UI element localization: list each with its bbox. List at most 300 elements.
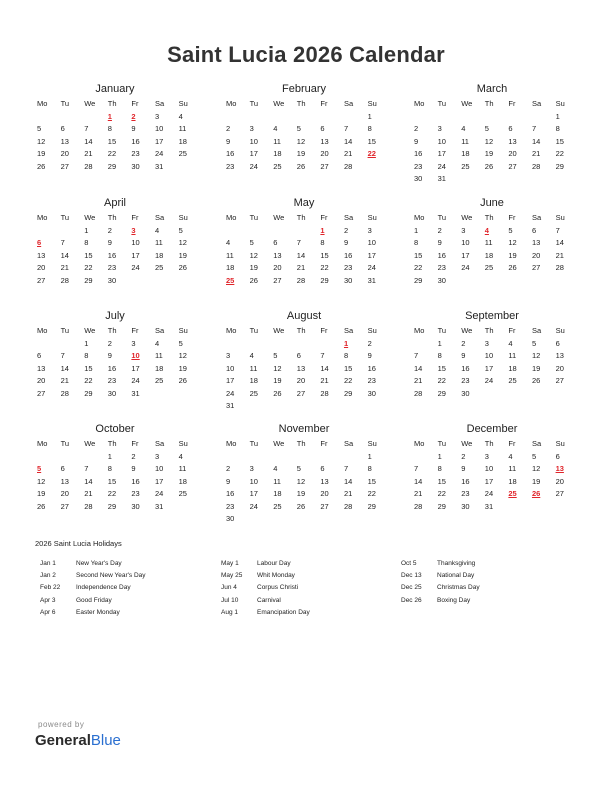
day-cell: 3 bbox=[131, 338, 136, 348]
day-cell: 11 bbox=[154, 351, 163, 360]
day-cell: 6 bbox=[320, 464, 325, 473]
empty-cell bbox=[82, 451, 106, 464]
holiday-day-cell: 1 bbox=[343, 338, 349, 348]
month-grid bbox=[35, 98, 195, 173]
weekday-header: Su bbox=[178, 213, 188, 222]
day-cell: 23 bbox=[107, 376, 117, 385]
day-cell: 2 bbox=[461, 338, 466, 348]
day-cell: 16 bbox=[414, 149, 423, 158]
day-cell: 30 bbox=[343, 275, 353, 285]
day-cell: 13 bbox=[320, 136, 329, 146]
day-cell: 9 bbox=[226, 476, 231, 486]
weekday-header: Th bbox=[484, 326, 494, 335]
day-cell: 1 bbox=[84, 338, 89, 348]
day-cell: 14 bbox=[60, 363, 69, 373]
weekday-header: Mo bbox=[414, 439, 425, 448]
day-cell: 7 bbox=[60, 238, 65, 247]
day-cell: 24 bbox=[461, 263, 470, 272]
day-cell: 13 bbox=[273, 250, 282, 260]
day-cell: 8 bbox=[367, 464, 372, 473]
holiday-day-cell: 5 bbox=[37, 464, 42, 473]
day-cell: 12 bbox=[296, 476, 306, 486]
weekday-header: Tu bbox=[437, 326, 447, 335]
day-cell: 23 bbox=[131, 489, 140, 498]
day-cell: 7 bbox=[84, 124, 89, 133]
empty-cell bbox=[248, 338, 272, 351]
day-cell: 5 bbox=[37, 124, 42, 133]
day-cell: 11 bbox=[178, 464, 187, 473]
day-cell: 2 bbox=[461, 451, 466, 461]
day-cell: 27 bbox=[320, 161, 329, 171]
weekday-header: Sa bbox=[343, 99, 354, 108]
empty-cell bbox=[35, 225, 59, 238]
day-cell: 18 bbox=[154, 250, 164, 260]
weekday-header: Fr bbox=[320, 439, 328, 448]
day-cell: 30 bbox=[131, 161, 140, 171]
day-cell: 24 bbox=[131, 263, 140, 272]
holiday-name: Second New Year's Day bbox=[76, 572, 146, 580]
day-cell: 8 bbox=[320, 238, 325, 247]
powered-by-text: powered by bbox=[38, 720, 85, 729]
day-cell: 21 bbox=[320, 376, 329, 385]
month-name: April bbox=[103, 197, 126, 209]
holiday-name: Labour Day bbox=[257, 560, 291, 567]
day-cell: 25 bbox=[508, 376, 517, 385]
weekday-header: Tu bbox=[437, 439, 447, 448]
day-cell: 20 bbox=[273, 263, 282, 272]
day-cell: 14 bbox=[343, 476, 353, 486]
weekday-header: Tu bbox=[437, 99, 447, 108]
day-cell: 4 bbox=[273, 124, 278, 133]
day-cell: 27 bbox=[555, 489, 564, 498]
holiday-row bbox=[401, 582, 480, 594]
day-cell: 24 bbox=[367, 263, 376, 272]
day-cell: 31 bbox=[226, 401, 235, 410]
day-cell: 15 bbox=[107, 476, 117, 486]
empty-cell bbox=[295, 451, 319, 464]
day-cell: 2 bbox=[107, 225, 112, 235]
day-cell: 26 bbox=[178, 376, 187, 385]
weekday-header: Su bbox=[555, 326, 565, 335]
day-cell: 12 bbox=[249, 250, 258, 260]
day-cell: 16 bbox=[461, 476, 470, 486]
day-cell: 26 bbox=[249, 275, 258, 285]
month-name: August bbox=[286, 310, 322, 322]
day-cell: 29 bbox=[84, 275, 93, 285]
holiday-name: Emancipation Day bbox=[257, 608, 310, 616]
empty-cell bbox=[506, 111, 530, 124]
day-cell: 9 bbox=[461, 351, 466, 360]
day-cell: 12 bbox=[296, 136, 306, 146]
day-cell: 13 bbox=[320, 476, 329, 486]
holiday-name: New Year's Day bbox=[76, 560, 122, 567]
weekday-header: Sa bbox=[531, 439, 542, 448]
day-cell: 4 bbox=[226, 238, 231, 247]
weekday-header: Su bbox=[367, 99, 377, 108]
day-cell: 14 bbox=[555, 238, 564, 247]
day-cell: 30 bbox=[414, 174, 423, 183]
month-july bbox=[35, 309, 195, 400]
holiday-day-cell: 13 bbox=[555, 464, 564, 473]
day-cell: 13 bbox=[37, 363, 46, 373]
weekday-header: We bbox=[84, 326, 96, 335]
weekday-header: We bbox=[461, 326, 473, 335]
day-cell: 24 bbox=[226, 388, 235, 398]
day-cell: 6 bbox=[60, 464, 65, 473]
month-october bbox=[35, 422, 195, 513]
weekday-header: Su bbox=[555, 213, 565, 222]
day-cell: 22 bbox=[107, 149, 117, 158]
day-cell: 10 bbox=[461, 238, 470, 247]
day-cell: 4 bbox=[154, 338, 160, 348]
day-cell: 27 bbox=[37, 388, 46, 398]
day-cell: 25 bbox=[249, 388, 258, 398]
day-cell: 17 bbox=[249, 489, 258, 498]
brand-general: General bbox=[35, 732, 91, 749]
day-cell: 2 bbox=[414, 124, 419, 133]
day-cell: 20 bbox=[508, 149, 517, 158]
day-cell: 15 bbox=[84, 363, 93, 373]
day-cell: 3 bbox=[249, 124, 254, 133]
day-cell: 28 bbox=[343, 501, 353, 511]
day-cell: 19 bbox=[249, 263, 258, 272]
weekday-header: We bbox=[273, 213, 285, 222]
empty-cell bbox=[271, 225, 295, 238]
weekday-header: Su bbox=[178, 99, 188, 108]
day-cell: 7 bbox=[343, 464, 349, 473]
weekday-header: Fr bbox=[320, 99, 328, 108]
weekday-header: Th bbox=[484, 213, 494, 222]
generalblue-logo[interactable] bbox=[35, 732, 121, 749]
day-cell: 9 bbox=[461, 464, 466, 473]
day-cell: 12 bbox=[508, 238, 517, 247]
day-cell: 6 bbox=[60, 124, 65, 133]
weekday-header: Su bbox=[178, 326, 188, 335]
weekday-header: Su bbox=[555, 99, 565, 108]
day-cell: 21 bbox=[531, 149, 541, 158]
day-cell: 17 bbox=[437, 149, 446, 158]
holiday-date: Jun 4 bbox=[221, 584, 237, 592]
day-cell: 2 bbox=[226, 124, 231, 133]
weekday-header: Th bbox=[296, 326, 306, 335]
day-cell: 27 bbox=[60, 501, 69, 511]
day-cell: 25 bbox=[178, 489, 187, 498]
day-cell: 17 bbox=[154, 476, 164, 486]
month-grid bbox=[412, 98, 572, 186]
day-cell: 20 bbox=[296, 376, 306, 385]
weekday-header: We bbox=[84, 99, 96, 108]
day-cell: 7 bbox=[531, 124, 537, 133]
month-grid bbox=[224, 212, 384, 287]
weekday-header: Tu bbox=[437, 213, 447, 222]
day-cell: 24 bbox=[249, 161, 258, 171]
weekday-header: Mo bbox=[37, 439, 48, 448]
day-cell: 7 bbox=[60, 351, 65, 360]
day-cell: 10 bbox=[131, 238, 140, 247]
weekday-header: Sa bbox=[154, 213, 165, 222]
day-cell: 15 bbox=[437, 363, 446, 373]
day-cell: 9 bbox=[131, 464, 136, 473]
day-cell: 28 bbox=[296, 275, 306, 285]
holiday-row bbox=[221, 595, 310, 607]
month-grid bbox=[35, 325, 195, 400]
holiday-day-cell: 3 bbox=[131, 225, 136, 235]
day-cell: 31 bbox=[154, 501, 164, 511]
day-cell: 4 bbox=[154, 225, 160, 235]
day-cell: 18 bbox=[249, 376, 258, 385]
day-cell: 10 bbox=[154, 124, 164, 133]
holiday-date: Dec 13 bbox=[401, 572, 422, 580]
brand-blue: Blue bbox=[90, 732, 121, 749]
day-cell: 5 bbox=[178, 338, 183, 348]
month-grid bbox=[412, 325, 572, 400]
day-cell: 29 bbox=[555, 161, 564, 171]
weekday-header: We bbox=[84, 213, 96, 222]
day-cell: 14 bbox=[84, 476, 93, 486]
day-cell: 25 bbox=[273, 161, 282, 171]
day-cell: 5 bbox=[484, 124, 489, 133]
day-cell: 3 bbox=[154, 451, 160, 461]
day-cell: 2 bbox=[343, 225, 349, 235]
holiday-date: Dec 26 bbox=[401, 596, 422, 604]
day-cell: 29 bbox=[437, 501, 446, 511]
empty-cell bbox=[35, 451, 59, 464]
weekday-header: Su bbox=[367, 439, 377, 448]
day-cell: 15 bbox=[343, 363, 353, 373]
weekday-header: We bbox=[84, 439, 96, 448]
day-cell: 12 bbox=[531, 351, 541, 360]
weekday-header: Fr bbox=[131, 213, 139, 222]
day-cell: 22 bbox=[437, 376, 446, 385]
day-cell: 15 bbox=[367, 476, 376, 486]
weekday-header: Fr bbox=[131, 99, 139, 108]
empty-cell bbox=[436, 111, 460, 124]
empty-cell bbox=[459, 111, 483, 124]
day-cell: 6 bbox=[320, 124, 325, 133]
day-cell: 17 bbox=[484, 476, 494, 486]
holiday-name: Good Friday bbox=[76, 596, 112, 604]
holiday-date: Jul 10 bbox=[221, 596, 239, 604]
weekday-header: Sa bbox=[154, 439, 165, 448]
day-cell: 18 bbox=[273, 149, 282, 158]
day-cell: 17 bbox=[154, 136, 164, 146]
holiday-date: May 25 bbox=[221, 572, 243, 580]
holiday-row bbox=[401, 558, 480, 570]
empty-cell bbox=[295, 338, 319, 351]
day-cell: 3 bbox=[461, 225, 466, 235]
day-cell: 12 bbox=[484, 136, 494, 146]
day-cell: 9 bbox=[107, 238, 112, 247]
weekday-header: Sa bbox=[154, 99, 165, 108]
day-cell: 10 bbox=[437, 136, 446, 146]
holiday-row bbox=[401, 570, 480, 582]
month-may bbox=[224, 196, 384, 287]
day-cell: 30 bbox=[461, 388, 470, 398]
holidays-title: 2026 Saint Lucia Holidays bbox=[35, 539, 122, 548]
holiday-date: May 1 bbox=[221, 560, 239, 567]
day-cell: 14 bbox=[531, 136, 541, 146]
empty-cell bbox=[59, 111, 83, 124]
day-cell: 23 bbox=[226, 501, 235, 511]
weekday-header: Mo bbox=[414, 99, 425, 108]
day-cell: 28 bbox=[555, 263, 564, 272]
holiday-name: Carnival bbox=[257, 596, 281, 604]
month-november bbox=[224, 422, 384, 526]
empty-cell bbox=[224, 225, 248, 238]
day-cell: 21 bbox=[296, 263, 306, 272]
day-cell: 20 bbox=[555, 363, 564, 373]
weekday-header: Th bbox=[107, 439, 117, 448]
day-cell: 19 bbox=[296, 489, 306, 498]
day-cell: 4 bbox=[178, 111, 183, 121]
day-cell: 28 bbox=[414, 501, 423, 511]
day-cell: 19 bbox=[531, 363, 541, 373]
day-cell: 27 bbox=[508, 161, 517, 171]
month-name: May bbox=[293, 197, 315, 209]
day-cell: 16 bbox=[226, 149, 235, 158]
day-cell: 23 bbox=[461, 376, 470, 385]
day-cell: 15 bbox=[84, 250, 93, 260]
day-cell: 23 bbox=[367, 376, 376, 385]
day-cell: 11 bbox=[273, 476, 281, 486]
day-cell: 27 bbox=[60, 161, 69, 171]
day-cell: 9 bbox=[414, 136, 419, 146]
weekday-header: Sa bbox=[531, 326, 542, 335]
day-cell: 26 bbox=[296, 161, 306, 171]
holiday-row bbox=[40, 558, 146, 570]
day-cell: 26 bbox=[37, 501, 46, 511]
month-grid bbox=[224, 325, 384, 413]
day-cell: 20 bbox=[37, 376, 46, 385]
day-cell: 6 bbox=[508, 124, 513, 133]
day-cell: 2 bbox=[437, 225, 442, 235]
holiday-day-cell: 22 bbox=[367, 149, 376, 158]
day-cell: 31 bbox=[131, 388, 140, 398]
day-cell: 21 bbox=[414, 489, 423, 498]
month-name: October bbox=[95, 423, 135, 435]
day-cell: 16 bbox=[226, 489, 235, 498]
day-cell: 14 bbox=[343, 136, 353, 146]
day-cell: 3 bbox=[484, 451, 489, 461]
day-cell: 11 bbox=[273, 136, 281, 146]
day-cell: 29 bbox=[107, 161, 117, 171]
month-name: September bbox=[465, 310, 519, 322]
day-cell: 26 bbox=[273, 388, 282, 398]
day-cell: 3 bbox=[249, 464, 254, 473]
day-cell: 3 bbox=[154, 111, 160, 121]
day-cell: 23 bbox=[226, 161, 235, 171]
empty-cell bbox=[224, 451, 248, 464]
day-cell: 30 bbox=[107, 275, 117, 285]
weekday-header: Sa bbox=[531, 99, 542, 108]
day-cell: 4 bbox=[249, 351, 254, 360]
day-cell: 16 bbox=[461, 363, 470, 373]
day-cell: 16 bbox=[367, 363, 376, 373]
empty-cell bbox=[224, 111, 248, 124]
day-cell: 14 bbox=[414, 363, 423, 373]
month-february bbox=[224, 82, 384, 173]
empty-cell bbox=[483, 111, 507, 124]
day-cell: 29 bbox=[414, 275, 423, 285]
weekday-header: Th bbox=[484, 439, 494, 448]
weekday-header: Mo bbox=[226, 99, 237, 108]
day-cell: 4 bbox=[461, 124, 466, 133]
day-cell: 2 bbox=[367, 338, 372, 348]
day-cell: 5 bbox=[531, 451, 537, 461]
day-cell: 27 bbox=[296, 388, 306, 398]
weekday-header: Tu bbox=[249, 326, 259, 335]
day-cell: 6 bbox=[37, 351, 42, 360]
day-cell: 28 bbox=[320, 388, 329, 398]
holiday-date: Aug 1 bbox=[221, 608, 238, 616]
weekday-header: Fr bbox=[131, 326, 139, 335]
day-cell: 9 bbox=[437, 238, 442, 247]
weekday-header: Fr bbox=[131, 439, 139, 448]
holiday-row bbox=[40, 607, 146, 619]
day-cell: 24 bbox=[249, 501, 258, 511]
day-cell: 19 bbox=[178, 363, 187, 373]
weekday-header: Fr bbox=[320, 213, 328, 222]
day-cell: 5 bbox=[508, 225, 513, 235]
day-cell: 18 bbox=[178, 136, 187, 146]
weekday-header: Tu bbox=[60, 439, 70, 448]
day-cell: 18 bbox=[226, 263, 235, 272]
day-cell: 3 bbox=[437, 124, 442, 133]
holiday-row bbox=[40, 595, 146, 607]
day-cell: 27 bbox=[531, 263, 541, 272]
day-cell: 6 bbox=[555, 338, 560, 348]
day-cell: 25 bbox=[484, 263, 494, 272]
day-cell: 18 bbox=[484, 250, 494, 260]
empty-cell bbox=[342, 111, 366, 124]
day-cell: 13 bbox=[60, 136, 69, 146]
day-cell: 4 bbox=[178, 451, 183, 461]
day-cell: 23 bbox=[461, 489, 470, 498]
day-cell: 20 bbox=[320, 489, 329, 498]
day-cell: 20 bbox=[531, 250, 541, 260]
holiday-day-cell: 25 bbox=[226, 275, 235, 285]
day-cell: 11 bbox=[508, 464, 517, 473]
day-cell: 23 bbox=[343, 263, 353, 272]
day-cell: 24 bbox=[154, 489, 164, 498]
weekday-header: Tu bbox=[60, 99, 70, 108]
holiday-day-cell: 2 bbox=[131, 111, 136, 121]
empty-cell bbox=[318, 111, 342, 124]
day-cell: 9 bbox=[131, 124, 136, 133]
day-cell: 18 bbox=[508, 476, 517, 486]
holiday-name: Corpus Christi bbox=[257, 584, 299, 592]
day-cell: 1 bbox=[414, 225, 419, 235]
empty-cell bbox=[295, 111, 319, 124]
day-cell: 8 bbox=[437, 464, 442, 473]
holiday-name: Christmas Day bbox=[437, 584, 480, 592]
day-cell: 8 bbox=[84, 351, 89, 360]
weekday-header: Sa bbox=[343, 439, 354, 448]
day-cell: 29 bbox=[343, 388, 353, 398]
day-cell: 25 bbox=[154, 263, 164, 272]
day-cell: 7 bbox=[555, 225, 560, 235]
holiday-name: Whit Monday bbox=[257, 572, 295, 580]
holiday-date: Apr 3 bbox=[40, 596, 56, 604]
day-cell: 4 bbox=[508, 338, 513, 348]
day-cell: 22 bbox=[84, 376, 93, 385]
day-cell: 7 bbox=[414, 464, 419, 473]
weekday-header: Th bbox=[296, 439, 306, 448]
day-cell: 9 bbox=[343, 238, 349, 247]
holiday-column bbox=[221, 558, 310, 619]
day-cell: 29 bbox=[107, 501, 117, 511]
day-cell: 5 bbox=[531, 338, 537, 348]
